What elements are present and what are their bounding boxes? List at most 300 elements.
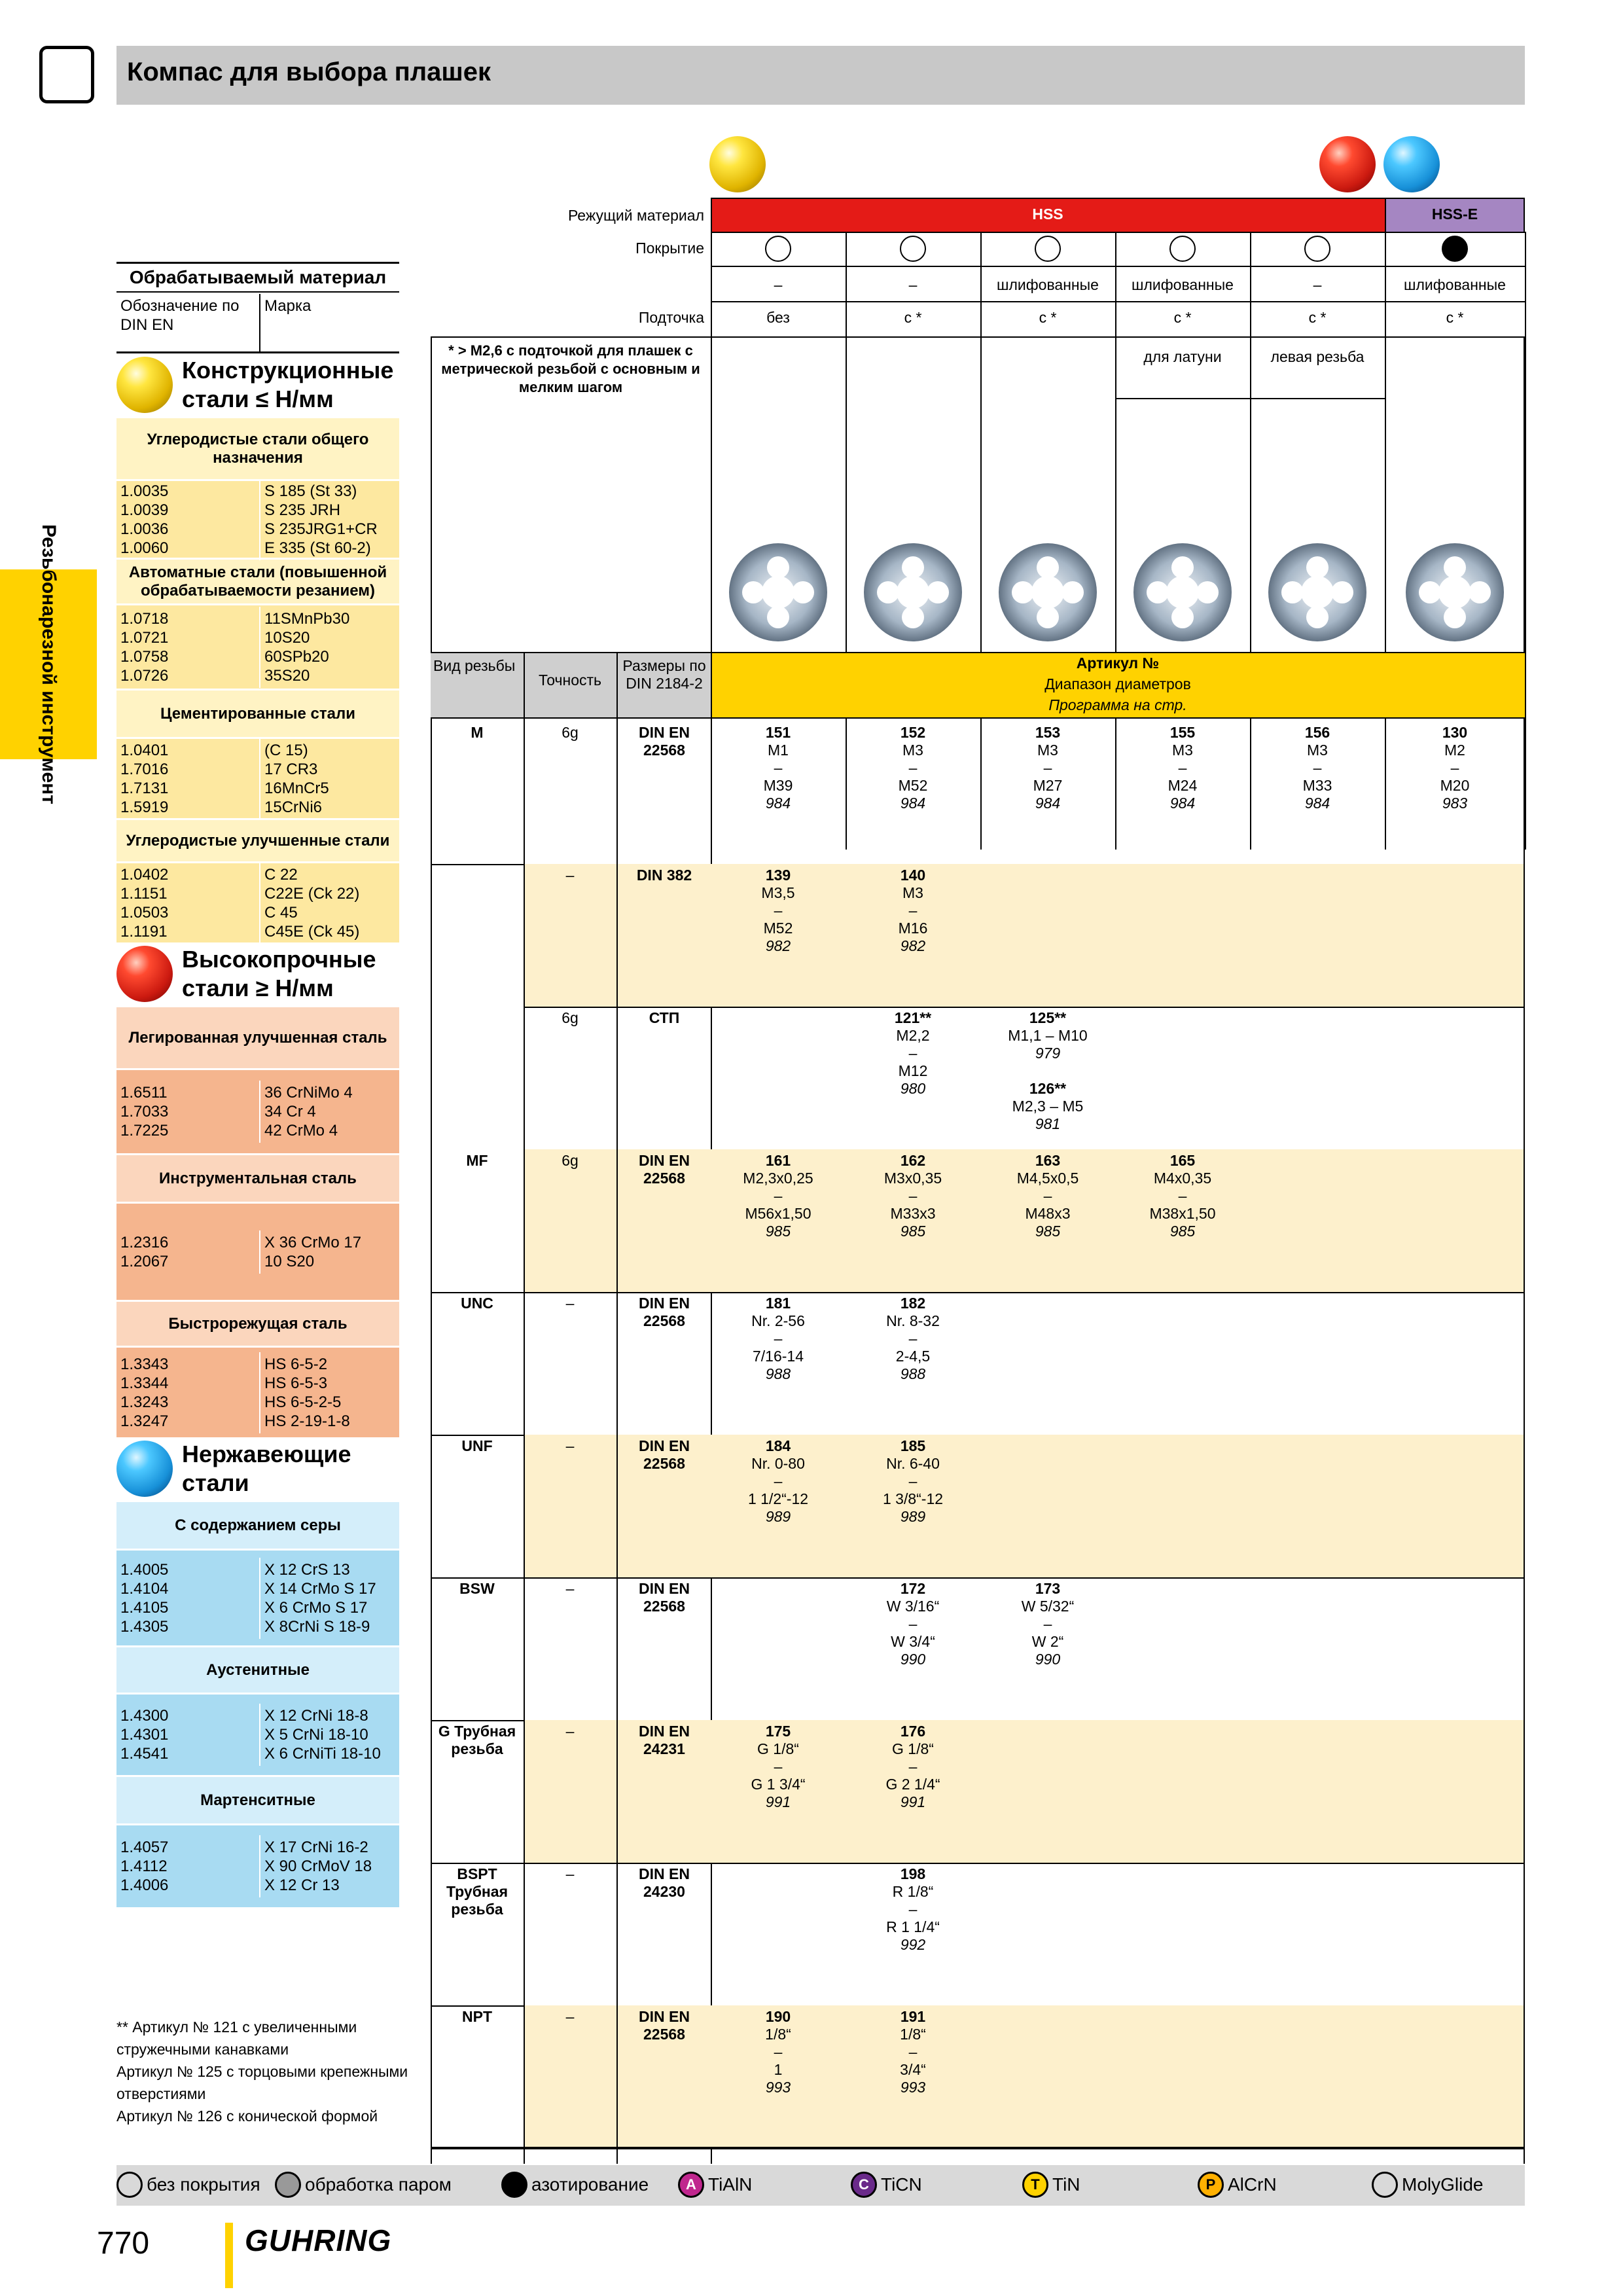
range-dash: –: [774, 1758, 783, 1775]
subgroup-row: [116, 1823, 399, 1907]
legend-item: [1372, 2172, 1483, 2198]
die-tool-icon: [39, 46, 94, 103]
legend-label: AlCrN: [1228, 2174, 1277, 2195]
molyglide-icon: [1372, 2172, 1398, 2198]
material-codes: 1.0401 1.7016 1.7131 1.5919: [120, 741, 169, 816]
grid-line: [431, 717, 1525, 719]
legend-label: TiCN: [881, 2174, 922, 2195]
grid-line: [431, 1863, 1525, 1864]
empty-circle-icon: [1035, 236, 1061, 262]
range-from: M2,3x0,25: [743, 1170, 813, 1187]
subgroup-row: [116, 737, 399, 818]
range-from: Nr. 0-80: [751, 1455, 805, 1472]
chamfer-cell: с *: [1039, 309, 1057, 326]
legend-item: [275, 2172, 452, 2198]
material-grades: S 185 (St 33) S 235 JRH S 235JRG1+CR E 335 (St 60-2): [259, 479, 399, 560]
alcrn-icon: P: [1198, 2172, 1224, 2198]
legend-item: [1022, 2172, 1080, 2198]
material-grades: X 12 CrS 13 X 14 CrMo S 17 X 6 CrMo S 17 X 8CrNi S 18-9: [259, 1558, 399, 1639]
range-dash: –: [774, 2043, 783, 2060]
range-from: M3: [1172, 742, 1193, 759]
subgroup-title: Углеродистые улучшенные стали: [116, 818, 399, 861]
die-image-icon: [1268, 543, 1366, 641]
legend-item: [116, 2172, 260, 2198]
empty-circle-icon: [765, 236, 791, 262]
standard: DIN EN 22568: [639, 724, 690, 759]
range-dash: –: [774, 1473, 783, 1490]
range-from: M3: [1037, 742, 1058, 759]
col-code-header: Обозначение по DIN EN: [120, 297, 240, 334]
row-shade: [525, 1720, 616, 1863]
chamfer-label: Подточка: [638, 309, 704, 326]
grid-line: [711, 232, 1525, 233]
range-dash: –: [908, 1901, 918, 1918]
group-title: Высокопрочные стали ≥ Н/мм: [182, 946, 376, 1001]
range-dash: –: [908, 902, 918, 919]
grid-line: [431, 652, 1525, 653]
material-grades: 11SMnPb30 10S20 60SPb20 35S20: [259, 607, 399, 688]
tolerance: –: [565, 1295, 575, 1312]
yellow-ball-icon: [709, 136, 766, 192]
die-image-icon: [729, 543, 827, 641]
cutting-material-label: Режущий материал: [567, 207, 704, 224]
range-dash: –: [1043, 759, 1052, 776]
program-page: 988: [765, 1365, 791, 1382]
standard: DIN EN 22568: [639, 1580, 690, 1615]
article-number: 140: [900, 867, 926, 884]
footnote-text: ** Артикул № 121 с увеличенными стружечными канавками Артикул № 125 с торцовыми крепежными отверстиями Артикул № 126 с конической формой: [116, 2018, 408, 2125]
article-number: 173: [1035, 1580, 1061, 1597]
subgroup-title: Инструментальная сталь: [116, 1153, 399, 1202]
range-to: M52: [898, 777, 928, 794]
legend-item: [1198, 2172, 1277, 2198]
grid-line: [431, 2147, 1525, 2148]
subgroup-row: [116, 1346, 399, 1437]
range-to: 1 3/8“-12: [882, 1490, 944, 1507]
tolerance: 6g: [562, 724, 579, 741]
program-page: 990: [900, 1651, 926, 1668]
standard: DIN EN 22568: [639, 1437, 690, 1472]
thread-type: UNC: [461, 1295, 493, 1312]
tolerance: –: [565, 867, 575, 884]
material-codes: 1.0402 1.1151 1.0503 1.1191: [120, 865, 169, 941]
program-page: 993: [900, 2079, 926, 2096]
article-number: 156: [1304, 724, 1330, 741]
row-shade: [525, 1149, 616, 1292]
side-tab-label: Резьбонарезной инструмент: [38, 524, 60, 804]
range-from: M3: [902, 742, 923, 759]
range-from: Nr. 2-56: [751, 1312, 805, 1329]
grid-line: [431, 1577, 1525, 1579]
grid-line: [1524, 198, 1525, 232]
die-image-icon: [999, 543, 1097, 641]
subgroup-row: [116, 1068, 399, 1153]
range-dash: –: [774, 1187, 783, 1204]
range-dash: –: [908, 1045, 918, 1062]
standard: DIN EN 22568: [639, 1152, 690, 1187]
material-codes: 1.0718 1.0721 1.0758 1.0726: [120, 609, 169, 685]
range-dash: –: [1043, 1187, 1052, 1204]
thread-type: BSPT Трубная резьба: [446, 1865, 508, 1918]
range-to: M39: [763, 777, 793, 794]
range-from: M4x0,35: [1153, 1170, 1212, 1187]
material-codes: 1.4005 1.4104 1.4105 1.4305: [120, 1560, 169, 1636]
chamfer-cell: с *: [1446, 309, 1464, 326]
subgroup-row: [116, 1693, 399, 1775]
grid-line: [711, 198, 1525, 199]
star-note: * > M2,6 с подточкой для плашек с метрической резьбой с основным и мелким шагом: [441, 342, 700, 395]
range-to: 1 1/2“-12: [747, 1490, 809, 1507]
range-from: W 5/32“: [1021, 1598, 1075, 1615]
chamfer-cell: с *: [904, 309, 922, 326]
legend-item: [501, 2172, 649, 2198]
group-title: Нержавеющие стали: [182, 1441, 351, 1496]
filled-circle-icon: [1442, 236, 1468, 262]
article-header: Артикул №: [1076, 655, 1160, 672]
legend-label: MolyGlide: [1402, 2174, 1484, 2195]
range-from: M3,5: [761, 884, 795, 901]
group-stainless-steels: [116, 1437, 399, 1500]
range-to: M24: [1168, 777, 1198, 794]
program-page: 984: [1169, 795, 1196, 812]
thread-type: M: [471, 724, 484, 741]
range-to: M56x1,50: [745, 1205, 812, 1222]
range-header: Диапазон диаметров: [1044, 675, 1191, 692]
legend-item: [678, 2172, 752, 2198]
material-codes: 1.6511 1.7033 1.7225: [120, 1084, 169, 1139]
material-header: Обрабатываемый материал: [116, 262, 399, 293]
range-from: M4,5x0,5: [1016, 1170, 1079, 1187]
range-to: W 3/4“: [891, 1633, 935, 1650]
special-brass: для латуни: [1143, 348, 1222, 365]
range-dash: –: [774, 902, 783, 919]
article-number: 121**: [894, 1009, 932, 1026]
page-title: Компас для выбора плашек: [127, 58, 491, 86]
article-number: 176: [900, 1723, 926, 1740]
material-col-headers: [116, 294, 399, 353]
subgroup-title: Цементированные стали: [116, 689, 399, 737]
article-number: 153: [1035, 724, 1061, 741]
grind-cell: шлифованные: [1404, 276, 1506, 293]
range-dash: –: [908, 1473, 918, 1490]
range-dash: –: [908, 1330, 918, 1347]
page-number: 770: [97, 2226, 150, 2261]
material-grades: X 17 CrNi 16-2 X 90 CrMoV 18 X 12 Cr 13: [259, 1835, 399, 1897]
chamfer-cell: с *: [1173, 309, 1192, 326]
range-from: G 1/8“: [757, 1740, 799, 1757]
standard: DIN EN 24230: [639, 1865, 690, 1900]
range-to: M33x3: [890, 1205, 936, 1222]
range-dash: –: [908, 1615, 918, 1632]
range-to: M48x3: [1025, 1205, 1071, 1222]
tolerance: –: [565, 2008, 575, 2025]
selection-table: [431, 196, 1525, 2163]
chamfer-cell: без: [766, 309, 790, 326]
program-page: 990: [1035, 1651, 1061, 1668]
range-dash: –: [908, 1187, 918, 1204]
range-to: G 2 1/4“: [885, 1776, 940, 1793]
die-image-icon: [1133, 543, 1232, 641]
material-ball-icon: [116, 357, 173, 413]
legend-label: TiN: [1052, 2174, 1080, 2195]
hss-label: HSS: [1032, 206, 1063, 223]
grid-line: [711, 266, 1525, 267]
range-from: M2: [1444, 742, 1465, 759]
empty-circle-icon: [1169, 236, 1196, 262]
material-grades: X 36 CrMo 17 10 S20: [259, 1230, 399, 1274]
standard: DIN EN 24231: [639, 1723, 690, 1757]
article-number: 181: [765, 1295, 791, 1312]
tin-icon: T: [1022, 2172, 1048, 2198]
material-grades: HS 6-5-2 HS 6-5-3 HS 6-5-2-5 HS 2-19-1-8: [259, 1352, 399, 1433]
range-to: M33: [1302, 777, 1332, 794]
legend-label: без покрытия: [147, 2174, 260, 2195]
brand-logo: GUHRING: [245, 2223, 392, 2257]
material-codes: 1.2316 1.2067: [120, 1233, 169, 1270]
subgroup-row: [116, 1202, 399, 1300]
grid-line: [1385, 198, 1386, 232]
footnote: [116, 2016, 437, 2127]
sizes-header: Размеры по DIN 2184-2: [622, 657, 706, 692]
range-to: R 1 1/4“: [886, 1918, 940, 1935]
program-page: 993: [765, 2079, 791, 2096]
range-to: G 1 3/4“: [751, 1776, 806, 1793]
range-dash: –: [774, 1330, 783, 1347]
empty-circle-icon: [900, 236, 926, 262]
material-codes: 1.0035 1.0039 1.0036 1.0060: [120, 482, 169, 557]
grind-cell: шлифованные: [1132, 276, 1234, 293]
group-high-strength-steels: [116, 942, 399, 1005]
die-image-icon: [1406, 543, 1504, 641]
range-to: 2-4,5: [895, 1348, 931, 1365]
material-codes: 1.3343 1.3344 1.3243 1.3247: [120, 1355, 169, 1430]
range-dash: –: [1450, 759, 1459, 776]
tolerance-header: Точность: [538, 672, 602, 689]
article-number: 190: [765, 2008, 791, 2025]
article-number: 184: [765, 1437, 791, 1454]
legend-label: азотирование: [531, 2174, 649, 2195]
standard: DIN EN 22568: [639, 2008, 690, 2043]
circle-empty-icon: [116, 2172, 143, 2198]
blue-ball-icon: [1383, 136, 1440, 192]
range-dash: –: [908, 1758, 918, 1775]
tolerance: –: [565, 1865, 575, 1882]
grid-line: [711, 301, 1525, 302]
program-page: 985: [1035, 1223, 1061, 1240]
circle-black-icon: [501, 2172, 527, 2198]
material-grades: X 12 CrNi 18-8 X 5 CrNi 18-10 X 6 CrNiTi 18-10: [259, 1704, 399, 1766]
tolerance: –: [565, 1437, 575, 1454]
article-number: 191: [900, 2008, 926, 2025]
subgroup-title: Легированная улучшенная сталь: [116, 1005, 399, 1068]
thread-type: BSW: [459, 1580, 495, 1597]
standard: СТП: [649, 1009, 680, 1026]
article-number: 175: [765, 1723, 791, 1740]
range-to: M16: [898, 920, 928, 937]
range-from: M2,3 – M5: [1012, 1098, 1084, 1115]
program-page: 984: [1304, 795, 1330, 812]
program-page: 980: [900, 1080, 926, 1097]
article-number: 172: [900, 1580, 926, 1597]
program-page: 991: [765, 1793, 791, 1810]
material-codes: 1.4057 1.4112 1.4006: [120, 1839, 169, 1894]
die-image-icon: [864, 543, 962, 641]
range-from: Nr. 6-40: [886, 1455, 940, 1472]
article-number: 185: [900, 1437, 926, 1454]
range-dash: –: [1313, 759, 1322, 776]
group-title: Конструкционные стали ≤ Н/мм: [182, 357, 394, 412]
chamfer-cell: с *: [1308, 309, 1327, 326]
grid-line: [431, 2148, 1525, 2149]
program-page: 985: [900, 1223, 926, 1240]
grid-line: [431, 336, 1525, 338]
red-ball-icon: [1319, 136, 1376, 192]
tolerance: 6g: [562, 1152, 579, 1169]
program-page: 984: [900, 795, 926, 812]
program-page: 981: [1035, 1115, 1061, 1132]
range-dash: –: [908, 2043, 918, 2060]
article-number: 152: [900, 724, 926, 741]
thread-type-header: Вид резьбы: [433, 657, 516, 674]
program-page: 983: [1442, 795, 1468, 812]
standard: DIN 382: [636, 867, 692, 884]
program-page: 982: [900, 937, 926, 954]
range-from: M1,1 – M10: [1008, 1027, 1088, 1044]
range-from: M3: [902, 884, 923, 901]
range-from: M3: [1307, 742, 1328, 759]
group-construction-steels: [116, 353, 399, 416]
subgroup-title: Быстрорежущая сталь: [116, 1300, 399, 1346]
grid-line: [431, 1292, 1525, 1293]
grid-line: [524, 1007, 1525, 1008]
thread-type: UNF: [461, 1437, 493, 1454]
range-to: 7/16-14: [752, 1348, 804, 1365]
range-from: G 1/8“: [892, 1740, 934, 1757]
article-number: 151: [765, 724, 791, 741]
article-number: 161: [765, 1152, 791, 1169]
tialn-icon: A: [678, 2172, 704, 2198]
program-page: 984: [1035, 795, 1061, 812]
program-page: 984: [765, 795, 791, 812]
range-from: M2,2: [896, 1027, 930, 1044]
article-number: 125**: [1029, 1009, 1067, 1026]
thread-type: NPT: [462, 2008, 492, 2025]
subgroup-row: [116, 1549, 399, 1645]
article-number: 155: [1169, 724, 1196, 741]
article-number: 130: [1442, 724, 1468, 741]
material-ball-icon: [116, 946, 173, 1002]
circle-grey-icon: [275, 2172, 301, 2198]
range-to: M20: [1440, 777, 1470, 794]
program-page: 985: [1169, 1223, 1196, 1240]
coating-label: Покрытие: [635, 240, 704, 257]
grid-line: [711, 198, 712, 232]
material-codes: 1.4300 1.4301 1.4541: [120, 1707, 169, 1763]
material-ball-icon: [116, 1441, 173, 1497]
subgroup-row: [116, 603, 399, 689]
range-dash: –: [1178, 1187, 1187, 1204]
range-from: M1: [768, 742, 789, 759]
empty-circle-icon: [1304, 236, 1330, 262]
brand-bar: [225, 2223, 233, 2288]
grind-cell: –: [908, 276, 918, 293]
tolerance: –: [565, 1580, 575, 1597]
subgroup-title: Аустенитные: [116, 1645, 399, 1693]
grid-line: [1524, 336, 1525, 2164]
range-from: W 3/16“: [886, 1598, 940, 1615]
range-to: W 2“: [1031, 1633, 1064, 1650]
col-grade-header: Марка: [259, 294, 399, 351]
program-page: 979: [1035, 1045, 1061, 1062]
range-dash: –: [1178, 759, 1187, 776]
legend-item: [851, 2172, 922, 2198]
range-to: M12: [898, 1062, 928, 1079]
article-number: 163: [1035, 1152, 1061, 1169]
ticn-icon: C: [851, 2172, 877, 2198]
range-dash: –: [1043, 1615, 1052, 1632]
article-number: 162: [900, 1152, 926, 1169]
program-page: 991: [900, 1793, 926, 1810]
range-from: M3x0,35: [883, 1170, 942, 1187]
article-number: 165: [1169, 1152, 1196, 1169]
grind-cell: –: [1313, 276, 1322, 293]
hsse-label: HSS-E: [1431, 206, 1478, 223]
range-to: M52: [763, 920, 793, 937]
subgroup-row: [116, 861, 399, 942]
material-grades: 36 CrNiMo 4 34 Cr 4 42 CrMo 4: [259, 1081, 399, 1143]
program-page: 982: [765, 937, 791, 954]
special-left-thread: левая резьба: [1270, 348, 1364, 365]
range-from: 1/8“: [765, 2026, 791, 2043]
material-panel: [116, 262, 399, 1907]
row-shade: [525, 1435, 616, 1577]
legend-label: TiAlN: [708, 2174, 753, 2195]
grind-cell: шлифованные: [997, 276, 1099, 293]
program-page: 992: [900, 1936, 926, 1953]
range-to: 1: [774, 2061, 783, 2078]
subgroup-title: Мартенситные: [116, 1775, 399, 1823]
tolerance: –: [565, 1723, 575, 1740]
article-number: 198: [900, 1865, 926, 1882]
legend-label: обработка паром: [305, 2174, 452, 2195]
tolerance: 6g: [562, 1009, 579, 1026]
standard: DIN EN 22568: [639, 1295, 690, 1329]
material-grades: (C 15) 17 CR3 16MnCr5 15CrNi6: [259, 738, 399, 819]
range-from: R 1/8“: [892, 1883, 934, 1900]
program-header: Программа на стр.: [1048, 696, 1187, 713]
row-shade: [525, 864, 616, 1007]
range-dash: –: [774, 759, 783, 776]
range-to: M38x1,50: [1149, 1205, 1216, 1222]
range-to: M27: [1033, 777, 1063, 794]
grind-cell: –: [774, 276, 783, 293]
article-number: 139: [765, 867, 791, 884]
subgroup-title: Автоматные стали (повышенной обрабатываемости резанием): [116, 558, 399, 603]
article-number: 126**: [1029, 1080, 1067, 1097]
range-dash: –: [908, 759, 918, 776]
grid-line: [1525, 232, 1526, 850]
thread-type: MF: [466, 1152, 488, 1169]
program-page: 988: [900, 1365, 926, 1382]
subgroup-title: Углеродистые стали общего назначения: [116, 416, 399, 479]
subgroup-title: С содержанием серы: [116, 1500, 399, 1549]
program-page: 985: [765, 1223, 791, 1240]
subgroup-row: [116, 479, 399, 558]
program-page: 989: [900, 1508, 926, 1525]
row-shade: [525, 2005, 616, 2148]
range-from: Nr. 8-32: [886, 1312, 940, 1329]
material-grades: C 22 C22E (Ck 22) C 45 C45E (Ck 45): [259, 863, 399, 944]
